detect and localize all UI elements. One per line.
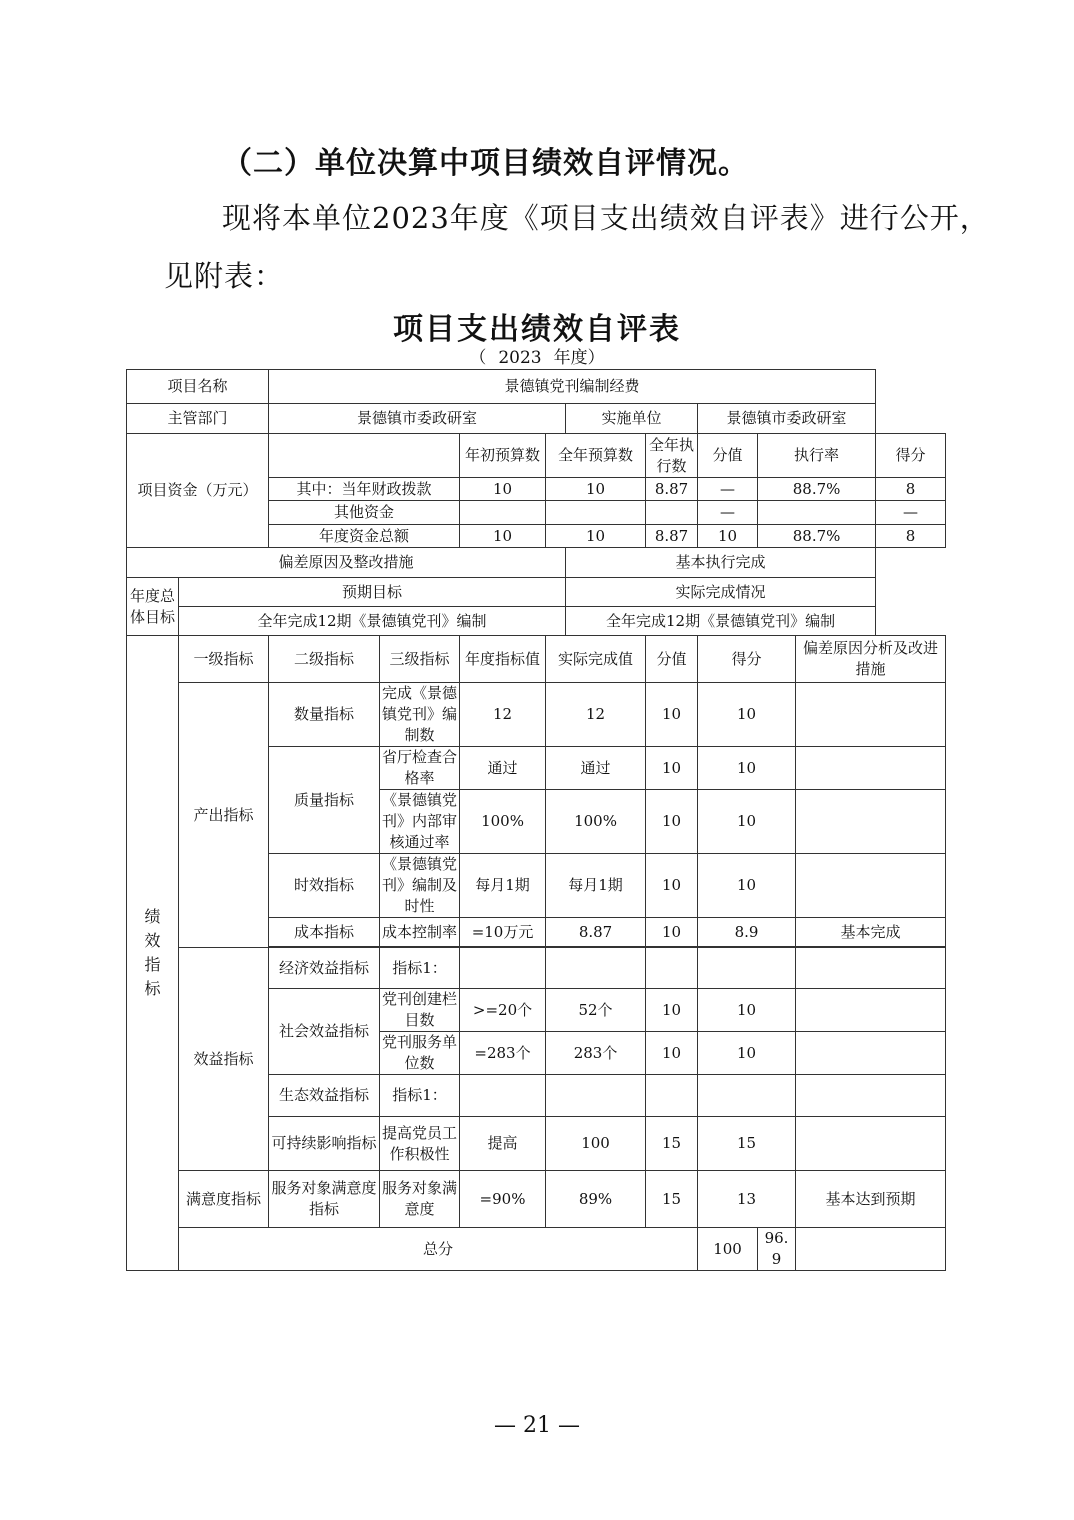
indicator-points: 15: [646, 1117, 698, 1171]
funds-header: 全年预算数: [546, 434, 646, 478]
page-number: — 21 —: [494, 1413, 580, 1438]
funds-header: 执行率: [758, 434, 876, 478]
indicator-target: >=20个: [460, 989, 546, 1032]
total-points: 100: [698, 1228, 758, 1271]
goal-actual-label: 实际完成情况: [566, 578, 876, 607]
indicator-name: 提高党员工作积极性: [380, 1117, 460, 1171]
table-row: [127, 607, 946, 636]
table-row: [127, 548, 946, 578]
goal-expected-label: 预期目标: [179, 578, 566, 607]
indicator-points: 10: [646, 918, 698, 947]
indicator-score: 10: [698, 790, 796, 854]
indicator-remark: [796, 1117, 946, 1171]
funds-header: 得分: [876, 434, 946, 478]
funds-cell: —: [698, 501, 758, 525]
indicator-actual: 100: [546, 1117, 646, 1171]
indicator-remark: [796, 683, 946, 747]
satisfaction-label: 满意度指标: [179, 1171, 269, 1228]
funds-header: 全年执行数: [646, 434, 698, 478]
funds-cell: 8: [876, 525, 946, 548]
quality-label: 质量指标: [269, 747, 380, 854]
funds-row-name: 其他资金: [269, 501, 460, 525]
indicator-name: 《景德镇党刊》编制及时性: [380, 854, 460, 918]
indicator-score: [698, 1075, 796, 1117]
indicator-name: 省厅检查合格率: [380, 747, 460, 790]
indicator-target: =90%: [460, 1171, 546, 1228]
table-row: [127, 948, 946, 989]
year-label: 年度）: [553, 348, 605, 368]
indicator-remark: [796, 989, 946, 1032]
indicator-points: [646, 948, 698, 989]
intro-paragraph-line1: 现将本单位2023年度《项目支出绩效自评表》进行公开，: [222, 201, 990, 235]
indicator-actual: [546, 948, 646, 989]
header-level3: 三级指标: [380, 636, 460, 683]
indicator-target: =283个: [460, 1032, 546, 1075]
indicator-name: 《景德镇党刊》内部审核通过率: [380, 790, 460, 854]
timeliness-label: 时效指标: [269, 854, 380, 918]
funds-cell: 10: [546, 525, 646, 548]
funds-cell: [646, 501, 698, 525]
funds-cell: 88.7%: [758, 478, 876, 501]
indicator-score: [698, 948, 796, 989]
indicator-score: 15: [698, 1117, 796, 1171]
impl-label: 实施单位: [566, 404, 698, 434]
funds-cell: —: [876, 501, 946, 525]
indicator-points: 10: [646, 854, 698, 918]
social-label: 社会效益指标: [269, 989, 380, 1075]
indicator-name: 党刊创建栏目数: [380, 989, 460, 1032]
indicator-score: 10: [698, 747, 796, 790]
indicator-remark: [796, 948, 946, 989]
funds-cell: 8: [876, 478, 946, 501]
total-label: 总分: [179, 1228, 698, 1271]
indicator-points: 10: [646, 790, 698, 854]
indicator-remark: 基本完成: [796, 918, 946, 947]
indicator-target: 每月1期: [460, 854, 546, 918]
table-row: [127, 434, 946, 478]
table-year: [0, 343, 1074, 368]
table-row: [127, 683, 946, 747]
indicator-actual: 89%: [546, 1171, 646, 1228]
indicator-points: 10: [646, 1032, 698, 1075]
funds-cell: [546, 501, 646, 525]
indicator-points: 15: [646, 1171, 698, 1228]
header-actual: 实际完成值: [546, 636, 646, 683]
funds-row-name: 年度资金总额: [269, 525, 460, 548]
table-row: [127, 370, 946, 404]
funds-cell: 10: [460, 525, 546, 548]
table-row: [127, 636, 946, 683]
funds-cell: —: [698, 478, 758, 501]
funds-corner: [269, 434, 460, 478]
indicator-points: 10: [646, 683, 698, 747]
total-score: 96.9: [758, 1228, 796, 1271]
indicator-target: 通过: [460, 747, 546, 790]
indicator-score: 13: [698, 1171, 796, 1228]
indicator-actual: 100%: [546, 790, 646, 854]
indicator-name: 服务对象满意度: [380, 1171, 460, 1228]
ecological-label: 生态效益指标: [269, 1075, 380, 1117]
funds-cell: [758, 501, 876, 525]
goal-actual: 全年完成12期《景德镇党刊》编制: [566, 607, 876, 636]
header-score: 得分: [698, 636, 796, 683]
header-level2: 二级指标: [269, 636, 380, 683]
header-target: 年度指标值: [460, 636, 546, 683]
indicator-points: [646, 1075, 698, 1117]
indicators-label: [127, 636, 179, 1271]
indicator-name: 完成《景德镇党刊》编制数: [380, 683, 460, 747]
header-points: 分值: [646, 636, 698, 683]
project-name-label: 项目名称: [127, 370, 269, 404]
funds-cell: 8.87: [646, 525, 698, 548]
impl-value: 景德镇市委政研室: [698, 404, 876, 434]
indicators-label-text: 绩效指标: [144, 907, 161, 998]
output-label: 产出指标: [179, 683, 269, 948]
indicator-remark: [796, 1032, 946, 1075]
goal-expected: 全年完成12期《景德镇党刊》编制: [179, 607, 566, 636]
satisfaction-level2: 服务对象满意度指标: [269, 1171, 380, 1228]
indicator-actual: 8.87: [546, 918, 646, 947]
table-title: 项目支出绩效自评表: [393, 312, 681, 347]
quantity-label: 数量指标: [269, 683, 380, 747]
funds-label: 项目资金（万元）: [127, 434, 269, 548]
table-row: [127, 1228, 946, 1271]
deviation-label: 偏差原因及整改措施: [127, 548, 566, 578]
indicator-target: 12: [460, 683, 546, 747]
indicator-score: 8.9: [698, 918, 796, 947]
indicator-target: 100%: [460, 790, 546, 854]
indicator-score: 10: [698, 683, 796, 747]
funds-row-name: 其中：当年财政拨款: [269, 478, 460, 501]
indicator-name: 党刊服务单位数: [380, 1032, 460, 1075]
dept-label: 主管部门: [127, 404, 269, 434]
indicator-remark: [796, 747, 946, 790]
year-value: 2023: [498, 348, 542, 368]
cost-label: 成本指标: [269, 918, 380, 947]
benefit-label: 效益指标: [179, 948, 269, 1171]
indicator-remark: 基本达到预期: [796, 1171, 946, 1228]
intro-paragraph-line2: 见附表：: [164, 259, 285, 293]
funds-cell: 10: [698, 525, 758, 548]
sustainable-label: 可持续影响指标: [269, 1117, 380, 1171]
indicator-remark: [796, 854, 946, 918]
section-heading: （二）单位决算中项目绩效自评情况。: [222, 146, 749, 181]
economic-label: 经济效益指标: [269, 948, 380, 989]
indicator-actual: 283个: [546, 1032, 646, 1075]
indicator-remark: [796, 1075, 946, 1117]
indicator-name: 指标1：: [380, 1075, 460, 1117]
performance-table: [126, 369, 946, 1271]
indicator-actual: [546, 1075, 646, 1117]
indicator-remark: [796, 790, 946, 854]
funds-header: 分值: [698, 434, 758, 478]
funds-cell: 88.7%: [758, 525, 876, 548]
funds-cell: 8.87: [646, 478, 698, 501]
dept-value: 景德镇市委政研室: [269, 404, 566, 434]
indicator-target: [460, 1075, 546, 1117]
table-row: [127, 404, 946, 434]
project-name: 景德镇党刊编制经费: [269, 370, 876, 404]
header-remark: 偏差原因分析及改进措施: [796, 636, 946, 683]
table-row: [127, 578, 946, 607]
indicator-points: 10: [646, 989, 698, 1032]
year-open: （: [469, 348, 487, 368]
indicator-name: 成本控制率: [380, 918, 460, 947]
indicator-name: 指标1：: [380, 948, 460, 989]
indicator-actual: 52个: [546, 989, 646, 1032]
funds-header: 年初预算数: [460, 434, 546, 478]
indicator-actual: 通过: [546, 747, 646, 790]
indicator-target: 提高: [460, 1117, 546, 1171]
indicator-points: 10: [646, 747, 698, 790]
indicator-score: 10: [698, 989, 796, 1032]
indicator-score: 10: [698, 1032, 796, 1075]
indicator-actual: 12: [546, 683, 646, 747]
deviation-value: 基本执行完成: [566, 548, 876, 578]
header-level1: 一级指标: [179, 636, 269, 683]
goal-label: 年度总体目标: [127, 578, 179, 636]
total-remark: [796, 1228, 946, 1271]
indicator-target: =10万元: [460, 918, 546, 947]
funds-cell: [460, 501, 546, 525]
table-row: [127, 1171, 946, 1228]
indicator-target: [460, 948, 546, 989]
funds-cell: 10: [546, 478, 646, 501]
funds-cell: 10: [460, 478, 546, 501]
indicator-actual: 每月1期: [546, 854, 646, 918]
indicator-score: 10: [698, 854, 796, 918]
